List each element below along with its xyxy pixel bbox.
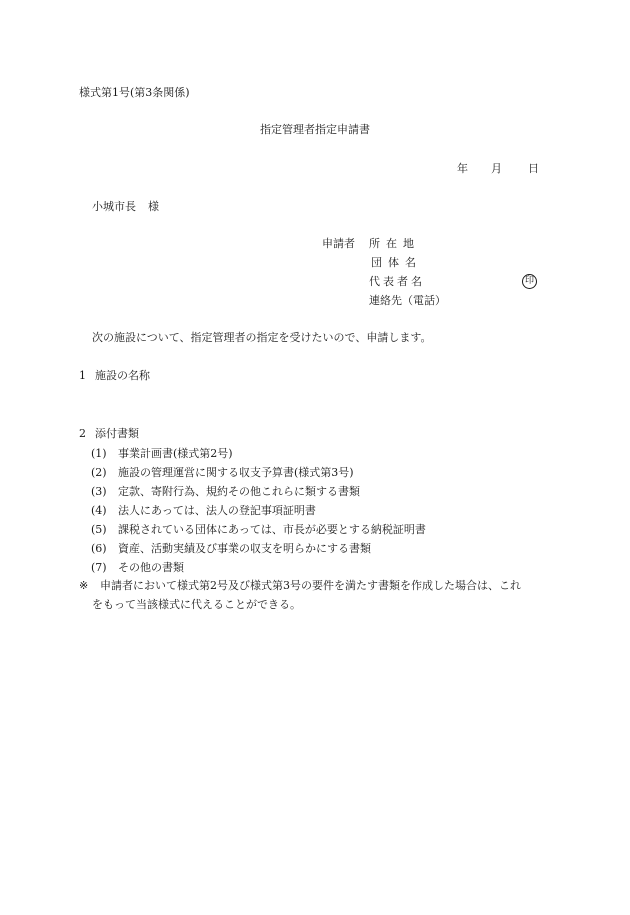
- field-address-label: 所在地: [369, 237, 420, 250]
- date-month-label: 月: [491, 162, 502, 175]
- section-number: 2: [79, 427, 86, 440]
- form-number: 様式第1号(第3条関係): [79, 86, 190, 99]
- note-mark: ※: [79, 579, 89, 592]
- field-representative-label: 代表者名: [369, 275, 425, 288]
- list-item-text: 事業計画書(様式第2号): [118, 447, 233, 460]
- list-item-text: 課税されている団体にあっては、市長が必要とする納税証明書: [118, 523, 426, 536]
- list-item: [91, 558, 426, 577]
- list-item-text: 法人にあっては、法人の登記事項証明書: [118, 504, 316, 517]
- attachment-list: [91, 444, 426, 577]
- section-number: 1: [79, 369, 86, 382]
- list-item-number: (7): [91, 561, 107, 574]
- section-title-facility-name: 施設の名称: [95, 369, 150, 382]
- list-item-number: (6): [91, 542, 107, 555]
- list-item: [91, 539, 426, 558]
- application-statement: 次の施設について、指定管理者の指定を受けたいので、申請します。: [92, 331, 432, 344]
- list-item-number: (1): [91, 447, 107, 460]
- applicant-label: 申請者: [322, 237, 355, 250]
- list-item-number: (2): [91, 466, 107, 479]
- note-text-line: 申請者において様式第2号及び様式第3号の要件を満たす書類を作成した場合は、これ: [100, 579, 521, 592]
- list-item-number: (5): [91, 523, 107, 536]
- field-organization-label: 団体名: [371, 256, 422, 269]
- addressee-name: 小城市長: [92, 200, 136, 213]
- list-item: [91, 482, 426, 501]
- list-item: [91, 444, 426, 463]
- list-item: [91, 520, 426, 539]
- list-item-text: 資産、活動実績及び事業の収支を明らかにする書類: [118, 542, 371, 555]
- list-item: [91, 463, 426, 482]
- section-title-attachments: 添付書類: [95, 427, 139, 440]
- list-item-number: (3): [91, 485, 107, 498]
- list-item: [91, 501, 426, 520]
- field-contact-label: 連絡先（電話）: [369, 294, 446, 307]
- list-item-number: (4): [91, 504, 107, 517]
- date-day-label: 日: [528, 162, 539, 175]
- note-text-line: をもって当該様式に代えることができる。: [92, 598, 301, 611]
- date-year-label: 年: [457, 162, 468, 175]
- list-item-text: 施設の管理運営に関する収支予算書(様式第3号): [118, 466, 354, 479]
- list-item-text: 定款、寄附行為、規約その他これらに類する書類: [118, 485, 360, 498]
- document-title: 指定管理者指定申請書: [260, 123, 370, 136]
- list-item-text: その他の書類: [118, 561, 184, 574]
- addressee-honorific: 様: [148, 200, 159, 213]
- seal-mark-icon: 印: [522, 274, 537, 289]
